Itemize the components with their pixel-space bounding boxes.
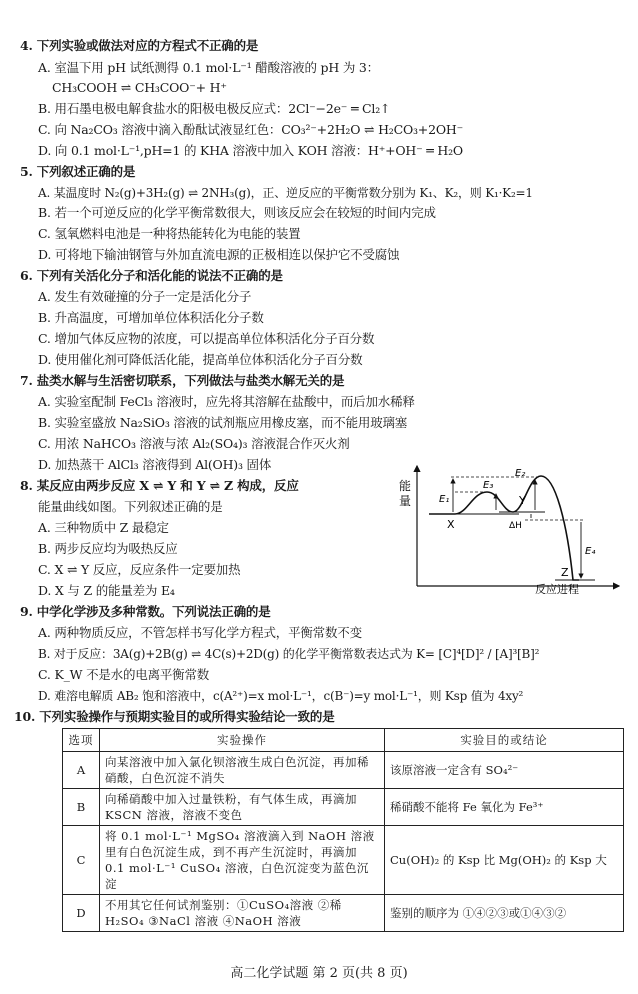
label-e2: E₂ (515, 468, 526, 479)
q8-stem-line2: 能量曲线如图。下列叙述正确的是 (38, 499, 223, 514)
q5-stem: 5. 下列叙述正确的是 (20, 164, 136, 179)
row-option: D (63, 895, 100, 932)
q10-table (62, 728, 624, 932)
q7-option-c: C. 用浓 NaHCO₃ 溶液与浓 Al₂(SO₄)₃ 溶液混合作灭火剂 (38, 436, 350, 451)
q4-option-c: C. 向 Na₂CO₃ 溶液中滴入酚酞试液显红色：CO₃²⁻+2H₂O ⇌ H₂CO₃+2OH⁻ (38, 122, 463, 137)
label-z: Z (561, 566, 569, 579)
q8-option-d: D. X 与 Z 的能量差为 E₄ (38, 583, 175, 598)
label-e3: E₃ (483, 480, 494, 491)
q4-option-d: D. 向 0.1 mol·L⁻¹,pH=1 的 KHA 溶液中加入 KOH 溶液：H⁺+OH⁻ ═ H₂O (38, 143, 463, 158)
energy-diagram (395, 462, 625, 594)
y-axis-label-part2: 量 (399, 494, 412, 508)
label-dh: ΔH (509, 521, 522, 531)
table-row (63, 752, 624, 789)
q9-option-a: A. 两种物质反应，不管怎样书写化学方程式，平衡常数不变 (38, 625, 362, 640)
q7-option-d: D. 加热蒸干 AlCl₃ 溶液得到 Al(OH)₃ 固体 (38, 457, 272, 472)
q6-option-c: C. 增加气体反应物的浓度，可以提高单位体积活化分子百分数 (38, 331, 375, 346)
q6-option-a: A. 发生有效碰撞的分子一定是活化分子 (38, 289, 252, 304)
q7-option-a: A. 实验室配制 FeCl₃ 溶液时，应先将其溶解在盐酸中，而后加水稀释 (38, 394, 415, 409)
q6-option-b: B. 升高温度，可增加单位体积活化分子数 (38, 310, 264, 325)
q7-option-b: B. 实验室盛放 Na₂SiO₃ 溶液的试剂瓶应用橡皮塞，而不能用玻璃塞 (38, 415, 408, 430)
q9-option-d: D. 难溶电解质 AB₂ 饱和溶液中，c(A²⁺)=x mol·L⁻¹，c(B⁻)=y mol·L⁻¹，则 Ksp 值为 4xy² (38, 689, 524, 703)
q4-option-a: A. 室温下用 pH 试纸测得 0.1 mol·L⁻¹ 醋酸溶液的 pH 为 3： (38, 60, 379, 75)
q8-option-a: A. 三种物质中 Z 最稳定 (38, 520, 169, 535)
q8-option-b: B. 两步反应均为吸热反应 (38, 541, 178, 556)
q6-option-d: D. 使用催化剂可降低活化能，提高单位体积活化分子百分数 (38, 352, 363, 367)
q5-option-c: C. 氢氧燃料电池是一种将热能转化为电能的装置 (38, 226, 301, 241)
q5-option-a: A. 某温度时 N₂(g)+3H₂(g) ⇌ 2NH₃(g)，正、逆反应的平衡常数分别为 K₁、K₂，则 K₁·K₂=1 (38, 186, 533, 200)
q9-stem: 9. 中学化学涉及多种常数。下列说法正确的是 (20, 604, 271, 619)
q9-option-b: B. 对于反应：3A(g)+2B(g) ⇌ 4C(s)+2D(g) 的化学平衡常数表达式为 K= [C]⁴[D]² / [A]³[B]² (38, 647, 540, 661)
row-operation: 将 0.1 mol·L⁻¹ MgSO₄ 溶液滴入到 NaOH 溶液里有白色沉淀生成，到不再产生沉淀时，再滴加 0.1 mol·L⁻¹ CuSO₄ 溶液，白色沉淀变为蓝色沉淀 (100, 826, 385, 895)
row-operation: 向稀硝酸中加入过量铁粉，有气体生成，再滴加 KSCN 溶液，溶液不变色 (100, 789, 385, 826)
q5-option-b: B. 若一个可逆反应的化学平衡常数很大，则该反应会在较短的时间内完成 (38, 205, 436, 220)
q6-stem: 6. 下列有关活化分子和活化能的说法不正确的是 (20, 268, 283, 283)
q8-stem-line1: 8. 某反应由两步反应 X ⇌ Y 和 Y ⇌ Z 构成，反应 (20, 478, 299, 493)
q10-header-row (63, 729, 624, 752)
q7-stem: 7. 盐类水解与生活密切联系，下列做法与盐类水解无关的是 (20, 373, 345, 388)
q4-option-a-equation: CH₃COOH ⇌ CH₃COO⁻+ H⁺ (52, 80, 227, 95)
row-option: A (63, 752, 100, 789)
header-result: 实验目的或结论 (385, 729, 624, 752)
row-result: 该原溶液一定含有 SO₄²⁻ (385, 752, 624, 789)
q4-stem: 4. 下列实验或做法对应的方程式不正确的是 (20, 38, 259, 53)
q10-stem: 10. 下列实验操作与预期实验目的或所得实验结论一致的是 (14, 709, 335, 724)
q8-option-c: C. X ⇌ Y 反应，反应条件一定要加热 (38, 562, 241, 577)
label-e1: E₁ (439, 494, 450, 505)
row-operation: 不用其它任何试剂鉴别：①CuSO₄溶液 ②稀H₂SO₄ ③NaCl 溶液 ④NaOH 溶液 (100, 895, 385, 932)
table-row (63, 789, 624, 826)
row-result: 稀硝酸不能将 Fe 氧化为 Fe³⁺ (385, 789, 624, 826)
row-operation: 向某溶液中加入氯化钡溶液生成白色沉淀，再加稀硝酸，白色沉淀不消失 (100, 752, 385, 789)
label-x: X (447, 518, 455, 531)
q4-option-b: B. 用石墨电极电解食盐水的阳极电极反应式：2Cl⁻−2e⁻ ═ Cl₂↑ (38, 101, 391, 116)
label-y: Y (519, 494, 526, 507)
table-row (63, 826, 624, 895)
label-e4: E₄ (585, 546, 596, 557)
q9-option-c: C. K_W 不是水的电离平衡常数 (38, 667, 210, 682)
table-row (63, 895, 624, 932)
header-operation: 实验操作 (100, 729, 385, 752)
row-option: B (63, 789, 100, 826)
page-footer: 高二化学试题 第 2 页(共 8 页) (230, 966, 408, 981)
row-option: C (63, 826, 100, 895)
q5-option-d: D. 可将地下输油钢管与外加直流电源的正极相连以保护它不受腐蚀 (38, 247, 400, 262)
row-result: 鉴别的顺序为 ①④②③或①④③② (385, 895, 624, 932)
x-axis-label: 反应进程 (535, 583, 579, 594)
row-result: Cu(OH)₂ 的 Ksp 比 Mg(OH)₂ 的 Ksp 大 (385, 826, 624, 895)
header-option: 选项 (63, 729, 100, 752)
y-axis-label-part1: 能 (399, 479, 412, 493)
